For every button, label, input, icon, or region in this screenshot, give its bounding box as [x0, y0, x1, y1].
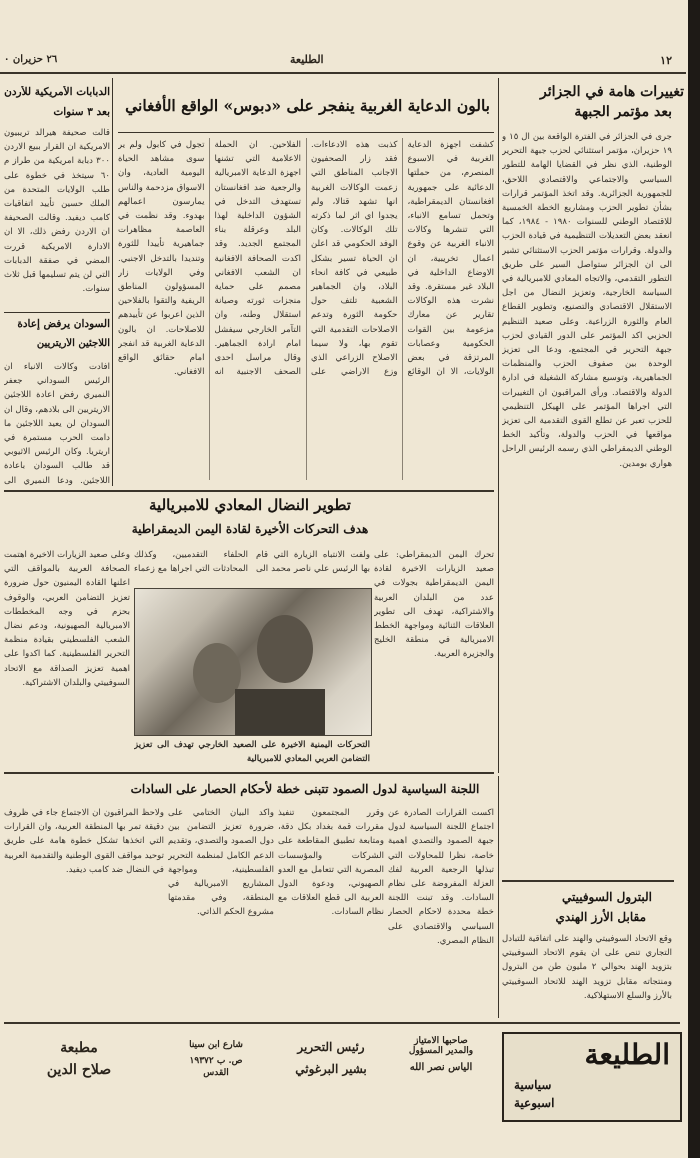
- yemen-caption: التحركات اليمنية الاخيرة على الصعيد الخارجي تهدف الى تعزيز التضامن العربي المعادي للامبريالية: [134, 740, 370, 765]
- sudan-body: افادت وكالات الانباء ان الرئيس السوداني جعفر النميري رفض اعادة اللاجئين الاريتريين الى بلادهم، وقال ان السودان لن يعيد اللاجئين ما دامت الحرب مستمرة في اريتريا. وكان الرئيس الاثيوبي قد طالب السودان باعادة اللاجئين. ودعا النميري الى: [4, 362, 110, 486]
- tanks-headline-2: بعد ٣ سنوات: [53, 106, 110, 118]
- editor-label: رئيس التحرير: [297, 1040, 365, 1054]
- owner-label-2: والمدير المسؤول: [408, 1046, 474, 1056]
- page-header: [0, 50, 686, 72]
- owner-block: [388, 1036, 494, 1106]
- yemen-photo: [134, 588, 372, 736]
- header-paper-name: الطليعة: [290, 53, 324, 66]
- col-rule-right: [498, 78, 499, 773]
- algeria-headline-2: بعد مؤتمر الجبهة: [574, 104, 672, 120]
- soviet-oil-headline-2: مقابل الأرز الهندي: [555, 910, 646, 924]
- steadfast-body-d: ولاحظ المراقبون ان الاجتماع جاء في ظروف دقيقة تمر بها المنطقة العربية، وان القرارات التي اتخذها تشكل خطوة هامة على طريق توحيد مواقف القوى الوطنية والتقدمية العربية في النضال ضد كامب ديفيد.: [4, 808, 164, 875]
- footer-logo: [502, 1032, 682, 1122]
- page-number: ١٢: [660, 54, 672, 67]
- header-rule: [0, 72, 686, 74]
- yemen-body-c: وعلى صعيد الزيارات الاخيرة اهتمت الصحافة العربية بالمواقف التي اعلنها القادة اليمنيون حول ضرورة تعزيز التضامن العربي، والوقوف بحزم في وجه المخططات الامبريالية الصهيونية، ودعم نضال الشعب الفلسطيني بقيادة منظمة التحرير الفلسطينية. كما اكدوا على اهمية تعزيز الصداقة مع الاتحاد السوفييتي والبلدان الاشتراكية.: [4, 550, 130, 688]
- tanks-body: قالت صحيفة هيرالد تريبيون الامريكية ان القرار ببيع الاردن ٣٠٠ دبابة امريكية من طراز م ٦٠ سيتخذ في خطوة على طلب الولايات المتحدة من الملك حسين تأييد اتفاقيات كامب ديفيد. وقالت الصحيفة ان الاردن رفض ذلك، الا ان الادارة الامريكية قررت المضي في صفقة الدبابات التي لن يتم تسليمها قبل ثلاث سنوات.: [4, 128, 110, 295]
- algeria-headline-1: تغييرات هامة في الجزائر: [540, 84, 684, 100]
- afghan-body: كشفت اجهزة الدعاية الغربية في الاسبوع المنصرم، من حملتها الدعائية على جمهورية افغانستان الديمقراطية، وتحمل تسامع الانباء، التي تنشرها وكالات الانباء الغربية عن وقوع اعمال تخريبية، ان الاوضاع الداخلية في البلاد غير مستقرة. وقد نشرت هذه الوكالات تقارير عن معارك مزعومة بين القوات الحكومية وعصابات المرتزقة في بعض الولايات، الا ان الوقائع كذبت هذه الادعاءات. فقد زار الصحفيون الاجانب المناطق التي زعمت الوكالات الغربية انها تشهد قتالا، ولم يجدوا اي اثر لما ذكرته تلك الوكالات. وكان الوفد الحكومي قد اعلن ان الحياة تسير بشكل طبيعي في كافة انحاء البلاد، وان الجماهير الشعبية تلتف حول حكومة الثورة وتدعم الاصلاحات التقدمية التي تقوم بها، ولا سيما الاصلاح الزراعي الذي وزع الاراضي على الفلاحين. ان الحملة الاعلامية التي تشنها اجهزة الدعاية الامبريالية والرجعية ضد افغانستان تستهدف التدخل في الشؤون الداخلية لهذا البلد وعرقلة بناء المجتمع الجديد. وقد اكدت الصحافة الافغانية ان الشعب الافغاني مصمم على حماية منجزات ثورته وصيانة استقلال وطنه، وان التآمر الخارجي سيفشل امام ارادة الجماهير. وقال مراسل احدى الصحف الاجنبية انه تجول في كابول ولم ير سوى مشاهد الحياة اليومية العادية، وان الاسواق مزدحمة والناس يمارسون اعمالهم بهدوء. وقد نظمت في العاصمة مظاهرات جماهيرية تأييدا للثورة وتنديدا بالتدخل الاجنبي. وفي الولايات زار المسؤولون المناطق الريفية والتقوا بالفلاحين الذين اعربوا عن تأييدهم للاصلاحات. ان بالون الدعاية الغربية قد انفجر امام حقائق الواقع الافغاني.: [118, 140, 494, 378]
- photo-figure-left: [257, 615, 313, 683]
- editor-block: [278, 1040, 384, 1100]
- binding-edge: [688, 0, 700, 1158]
- photo-figure-body: [235, 689, 325, 735]
- steadfast-body-a: اكست القرارات الصادرة عن اجتماع اللجنة السياسية لدول جبهة الصمود والتصدي اهمية خاصة، نظرا للمحاولات التي تبذلها الرجعية العربية لفك العزلة المفروضة على نظام السادات. وقد تبنت اللجنة خطة محددة لاحكام الحصار السياسي والاقتصادي على النظام المصري.: [388, 808, 494, 946]
- address-block: [158, 1040, 274, 1104]
- photo-figure-right: [193, 643, 241, 703]
- steadfast-body-c: واكد البيان الختامي على ضرورة تعزيز التضامن بين دول الصمود والتصدي، وتقديم الدعم الكامل لمنظمة التحرير الفلسطينية، ومواجهة المشاريع الامبريالية في المنطقة، وفي مقدمتها مشروع الحكم الذاتي.: [168, 808, 274, 918]
- steadfast-headline: اللجنة السياسية لدول الصمود تتبنى خطة لأحكام الحصار على السادات: [130, 782, 480, 796]
- address-pobox: ص. ب ١٩٣٧٢: [189, 1056, 243, 1066]
- address-city: القدس: [203, 1068, 229, 1078]
- yemen-body-a: تحرك اليمن الديمقراطي: على صعيد الزيارات الاخيرة لقادة اليمن الديمقراطية بجولات في عدد من البلدان العربية والاشتراكية، تهدف الى تطوير العلاقات الثنائية ومواجهة الخطط الامبريالية في منطقة الخليج والجزيرة العربية.: [374, 550, 494, 660]
- yemen-headline-2: هدف التحركات الأخيرة لقادة اليمن الديمقراطية: [131, 522, 369, 536]
- owner-label: صاحبها الامتياز: [414, 1036, 468, 1046]
- soviet-oil-box: [502, 880, 674, 1020]
- printer-label: مطبعة: [60, 1040, 98, 1056]
- logo-subtitle-2: اسبوعية: [514, 1096, 555, 1110]
- col-rule-left: [112, 78, 113, 486]
- bottom-story-top-rule: [4, 772, 494, 774]
- steadfast-body-b: وقرر المجتمعون تنفيذ مقررات قمة بغداد بكل دقة، ومتابعة تطبيق المقاطعة على الشركات والمؤسسات المصرية التي تتعامل مع العدو الصهيوني، ودعوة الدول العربية الى قطع العلاقات مع نظام السادات.: [278, 808, 384, 918]
- soviet-oil-headline-1: البترول السوفييتي: [561, 890, 652, 904]
- printer-block: [4, 1040, 154, 1100]
- tanks-headline-1: الدبابات الأمريكية للأردن: [4, 86, 110, 98]
- logo-title: الطليعة: [584, 1038, 670, 1071]
- afghan-headline: بالون الدعاية الغربية ينفجر على «دبوس» الواقع الأفغاني: [125, 96, 490, 115]
- photo-figures: [135, 589, 371, 735]
- yemen-headline-1: تطوير النضال المعادي للامبريالية: [149, 496, 351, 514]
- algeria-body: جرى في الجزائر في الفترة الواقعة بين ال ١٥ و ١٩ حزيران، مؤتمر استثنائي لحزب جبهة التحرير الوطنية، الذي نظر في القضايا الهامة للتطور السياسي والاجتماعي والاقتصادي اللاحق، للجمهورية الجزائرية. وقد اتخذ المؤتمر قرارات بشأن تطوير الحزب ومشاريع الخطة الخمسية للاقتصاد الوطني للسنوات ١٩٨٠ - ١٩٨٤، كما انعقد بعض التعديلات التنظيمية في قيادة الحزب والدولة. وقرارات مؤتمر الحزب الاستثنائي تشير الى ان الجزائر ستواصل السير على طريق التطور التقدمي، والاتجاه المعادي للامبريالية في السياسة الخارجية، وتعزيز النضال من اجل الاستقلال الاقتصادي والتصنيع، وتطوير القطاع العام والثورة الزراعية. وعلى صعيد التنظيم الحزبي اكد المؤتمر على الدور القيادي لحزب جبهة التحرير في المجتمع، ودعا الى تعزيز الوحدة بين صفوف الحزب والمنظمات الجماهيرية، وتوسيع مشاركة الشغيلة في ادارة الدولة والاقتصاد. ورأى المراقبون ان التغييرات التي اجراها المؤتمر على الهيكل التنظيمي للحزب تعبر عن تطلع القوى التقدمية الى تعزيز مواقعها في الحزب والدولة، وتأكيد الخط الوطني الديمقراطي الذي رسمه الرئيس الراحل هواري بومدين.: [502, 132, 672, 469]
- sudan-headline-2: اللاجئين الأريتريين: [36, 338, 110, 349]
- printer-name: صلاح الدين: [46, 1062, 112, 1078]
- footer-rule: [4, 1022, 680, 1024]
- soviet-oil-body: وقع الاتحاد السوفييتي والهند على اتفاقية للتبادل التجاري تنص على ان يقوم الاتحاد السوفييتي بتزويد الهند بحوالي ٢ مليون طن من البترول ومنتجاته مقابل تزويد الهند للاتحاد السوفييتي بالأرز والسلع الاستهلاكية.: [502, 934, 672, 1001]
- owner-name: الياس نصر الله: [409, 1062, 473, 1073]
- logo-subtitle-1: سياسية: [514, 1078, 552, 1092]
- afghan-headline-rule: [118, 132, 494, 133]
- editor-name: بشير البرغوثي: [295, 1062, 367, 1076]
- yemen-top-rule: [4, 490, 494, 492]
- steadfast-rule: [498, 776, 499, 1018]
- yemen-body-b: ولفت الانتباه الزيارة التي قام بها الرئيس علي ناصر محمد الى الحلفاء التقدميين، وكذلك المحادثات التي اجراها مع زعماء: [134, 550, 370, 575]
- sudan-headline-1: السودان يرفض إعادة: [17, 318, 110, 330]
- left-story-divider: [4, 312, 110, 313]
- address-street: شارع ابن سينا: [189, 1040, 243, 1050]
- header-date: ٢٦ حزيران ٠: [4, 54, 58, 65]
